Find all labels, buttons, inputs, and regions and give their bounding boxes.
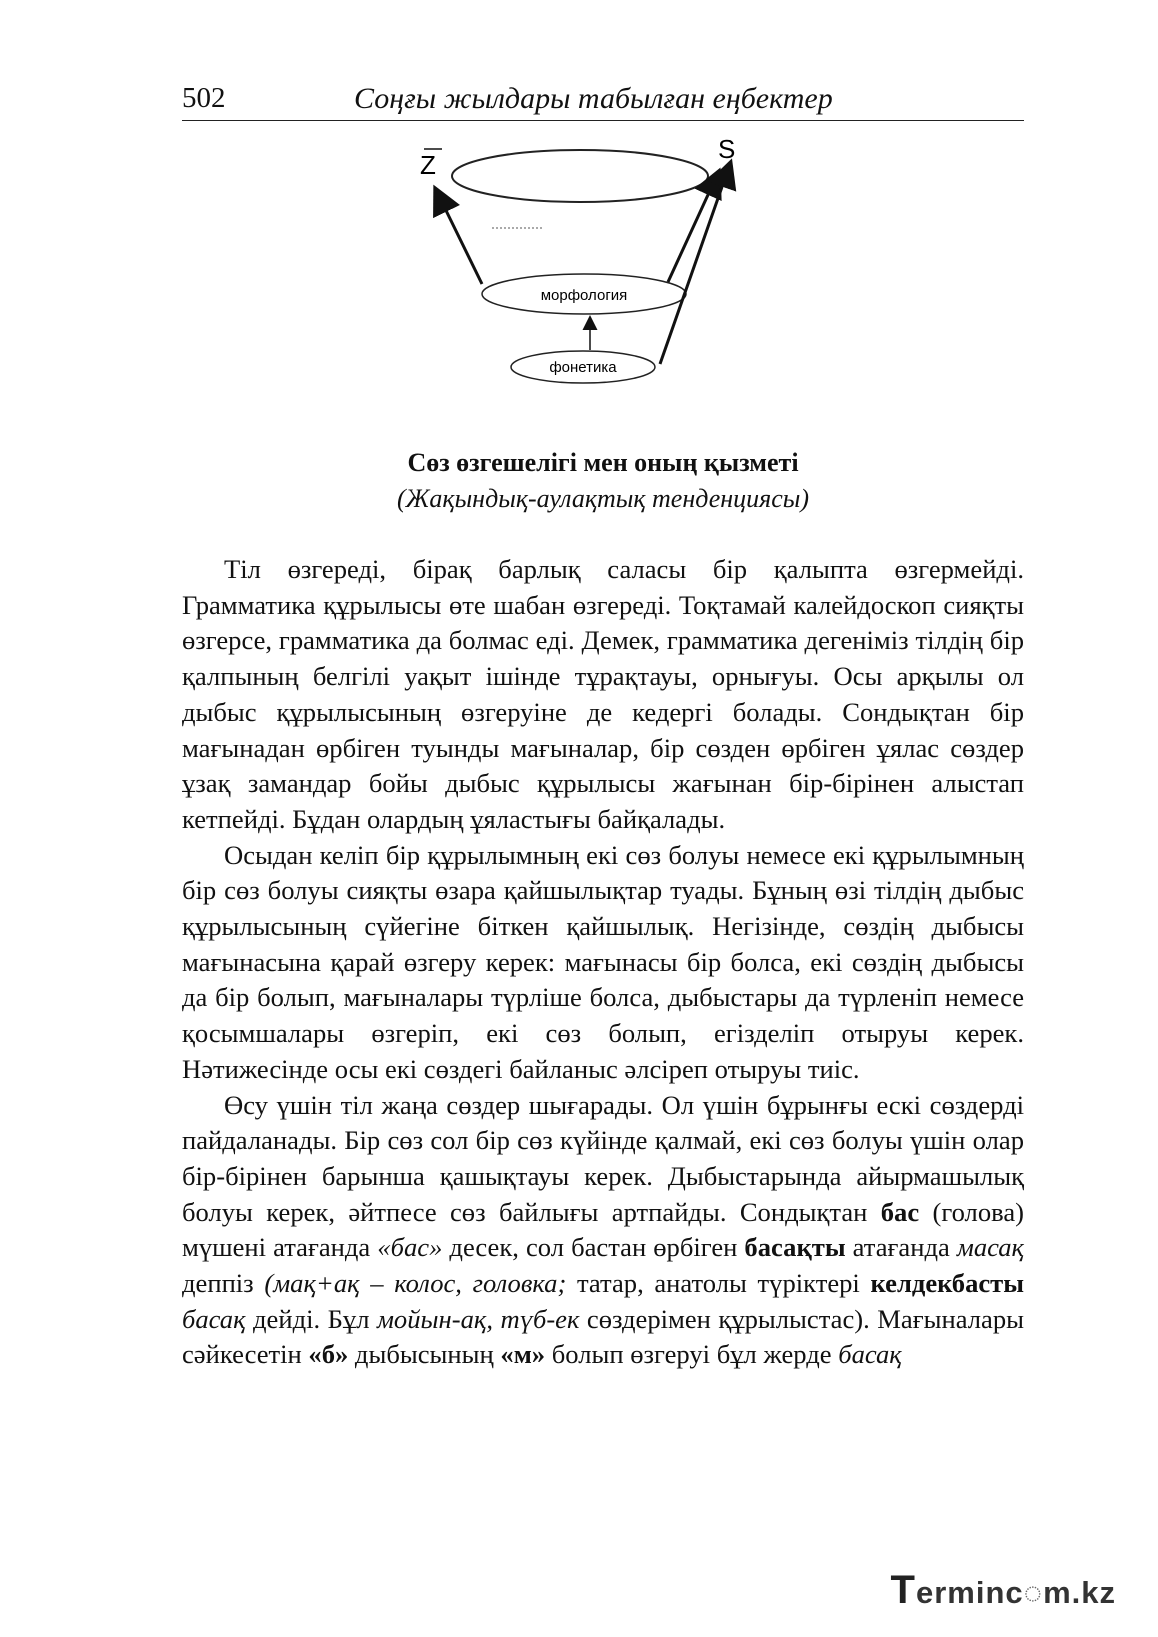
italic-term: басақ	[182, 1303, 246, 1334]
page-number: 502	[182, 82, 226, 114]
italic-term: «бас»	[377, 1232, 443, 1263]
caption-subtitle: (Жақындық-аулақтық тенденциясы)	[396, 484, 810, 513]
italic-term: басақ	[838, 1339, 902, 1370]
text-run: атағанда	[845, 1232, 957, 1263]
language-structure-diagram	[420, 138, 780, 408]
bold-term: бас	[880, 1196, 920, 1227]
text-run: дыбысының	[348, 1339, 501, 1370]
running-title: Соңғы жылдары табылған еңбектер	[354, 82, 833, 115]
top-ellipse	[452, 150, 708, 202]
body-text	[182, 552, 1024, 1373]
morphology-to-z-arrow	[436, 190, 482, 284]
figure-caption	[182, 445, 1024, 517]
paragraph-3	[182, 1088, 1024, 1374]
morphology-label: морфология	[540, 287, 628, 304]
italic-term: масақ	[956, 1232, 1024, 1263]
text-run: деппіз	[182, 1268, 265, 1299]
text-run: татар, анатолы түріктері	[566, 1268, 871, 1299]
text-run: болып өзгеруі бұл жерде	[545, 1339, 839, 1370]
search-icon: ◌	[1023, 1575, 1044, 1610]
paragraph-1: Тіл өзгереді, бірақ барлық саласы бір қалыпта өзгермейді. Грамматика құрылысы өте шабан өзгереді. Тоқтамай калейдоскоп сияқты өзгерсе, грамматика да болмас еді. Демек, грамматика дегеніміз тілдің бір қалпының белгілі уақыт ішінде тұрақтауы, орнығуы. Осы арқылы ол дыбыс құрылысының өзгеруіне де кедергі болады. Сондықтан бір мағынадан өрбіген туынды мағыналар, бір сөзден өрбіген ұялас сөздер ұзақ замандар бойы дыбыс құрылысы жағынан бір-бірінен алыстап кетпейді. Бұдан олардың ұяластығы байқалады.	[182, 554, 1024, 834]
text-run: (голова) мүшені атағанда	[182, 1196, 1024, 1263]
italic-term: мойын-ақ, түб-ек	[376, 1303, 580, 1334]
bold-term: «м»	[500, 1339, 546, 1370]
s-label: S	[718, 138, 736, 164]
bold-term: келдекбасты	[870, 1268, 1025, 1299]
watermark-t: T	[890, 1568, 916, 1612]
watermark-text-2: m.kz	[1043, 1575, 1116, 1610]
bold-term: «б»	[308, 1339, 349, 1370]
text-run: сөздерімен құрылыстас). Мағыналары сәйкесетін	[182, 1303, 1024, 1370]
page-header	[182, 78, 1024, 121]
site-watermark	[891, 1568, 1116, 1613]
caption-title: Сөз өзгешелігі мен оның қызметі	[407, 448, 799, 477]
watermark-text-1: erminc	[915, 1575, 1024, 1610]
italic-term: (мақ+ақ – колос, головка;	[264, 1268, 567, 1299]
paragraph-2: Осыдан келіп бір құрылымның екі сөз болуы немесе екі құрылымның бір сөз болуы сияқты өзара қайшылықтар туады. Бұның өзі тілдің дыбыс құрылысының сүйегіне біткен қайшылық. Негізінде, сөздің дыбысы мағынасына қарай өзгеру керек: мағынасы бір болса, екі сөздің дыбысы да бір болып, мағыналары түрліше болса, дыбыстары да түрленіп немесе қосымшалары өзгеріп, екі сөз болып, егізделіп отыруы керек. Нәтижесінде осы екі сөздегі байланыс әлсіреп отыруы тиіс.	[182, 839, 1024, 1084]
phonetics-label: фонетика	[549, 359, 617, 376]
text-run: десек, сол бастан өрбіген	[442, 1232, 745, 1263]
z-label: Z	[420, 150, 436, 180]
text-run: дейді. Бұл	[245, 1303, 377, 1334]
text-run: Өсу үшін тіл жаңа сөздер шығарады. Ол үшін бұрынғы ескі сөздерді пайдаланады. Бір сөз сол бір сөз күйінде қалмай, екі сөз болуы үшін олар бір-бірінен барынша қашықтауы керек. Дыбыстарында айырмашылық болуы керек, әйтпесе сөз байлығы артпайды. Сондықтан	[182, 1089, 1024, 1227]
bold-term: басақты	[744, 1232, 846, 1263]
